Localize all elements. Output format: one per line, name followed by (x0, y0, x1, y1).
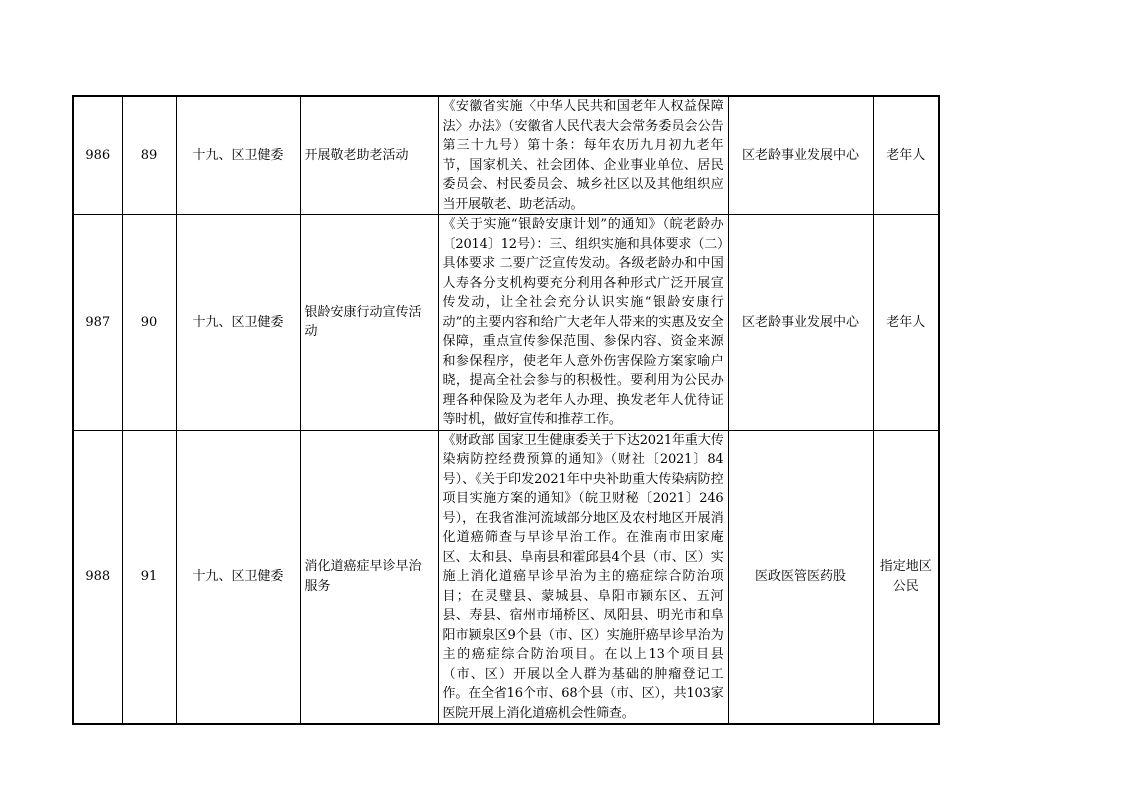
table-row (73, 96, 939, 215)
responsible-unit-cell: 区老龄事业发展中心 (728, 215, 873, 431)
seq-cell: 987 (73, 215, 122, 431)
table-row (73, 215, 939, 431)
target-group-cell: 老年人 (873, 96, 939, 215)
department-cell: 十九、区卫健委 (176, 96, 300, 215)
sub-seq-cell: 90 (122, 215, 176, 431)
seq-cell: 988 (73, 430, 122, 724)
table-row (73, 430, 939, 724)
responsible-unit-cell: 医政医管医药股 (728, 430, 873, 724)
target-group-cell: 老年人 (873, 215, 939, 431)
sub-seq-cell: 91 (122, 430, 176, 724)
basis-cell: 《财政部 国家卫生健康委关于下达2021年重大传染病防控经费预算的通知》（财社〔2021〕84号）、《关于印发2021年中央补助重大传染病防控项目实施方案的通知》（皖卫财秘〔2021〕246号），在我省淮河流域部分地区及农村地区开展消化道癌筛查与早诊早治工作。在淮南市田家庵区、太和县、阜南县和霍邱县4个县（市、区）实施上消化道癌早诊早治为主的癌症综合防治项目；在灵璧县、蒙城县、阜阳市颍东区、五河县、寿县、宿州市埇桥区、凤阳县、明光市和阜阳市颍泉区9个县（市、区）实施肝癌早诊早治为主的癌症综合防治项目。在以上13个项目县（市、区）开展以全人群为基础的肿瘤登记工作。在全省16个市、68个县（市、区），共103家医院开展上消化道癌机会性筛查。 (438, 430, 728, 724)
seq-cell: 986 (73, 96, 122, 215)
item-name-cell: 银龄安康行动宣传活动 (300, 215, 438, 431)
data-table (72, 95, 940, 725)
responsible-unit-cell: 区老龄事业发展中心 (728, 96, 873, 215)
basis-cell: 《安徽省实施〈中华人民共和国老年人权益保障法〉办法》（安徽省人民代表大会常务委员会公告第三十九号）第十条：每年农历九月初九老年节，国家机关、社会团体、企业事业单位、居民委员会、村民委员会、城乡社区以及其他组织应当开展敬老、助老活动。 (438, 96, 728, 215)
basis-cell: 《关于实施“银龄安康计划”的通知》（皖老龄办〔2014〕12号）：三、组织实施和具体要求（二）具体要求 二要广泛宣传发动。各级老龄办和中国人寿各分支机构要充分利用各种形式广泛开展宣传发动，让全社会充分认识实施“银龄安康行动”的主要内容和给广大老年人带来的实惠及安全保障，重点宣传参保范围、参保内容、资金来源和参保程序，使老年人意外伤害保险方案家喻户晓，提高全社会参与的积极性。要利用为公民办理各种保险及为老年人办理、换发老年人优待证等时机，做好宣传和推荐工作。 (438, 215, 728, 431)
department-cell: 十九、区卫健委 (176, 430, 300, 724)
sub-seq-cell: 89 (122, 96, 176, 215)
target-group-cell: 指定地区公民 (873, 430, 939, 724)
department-cell: 十九、区卫健委 (176, 215, 300, 431)
item-name-cell: 消化道癌症早诊早治服务 (300, 430, 438, 724)
item-name-cell: 开展敬老助老活动 (300, 96, 438, 215)
